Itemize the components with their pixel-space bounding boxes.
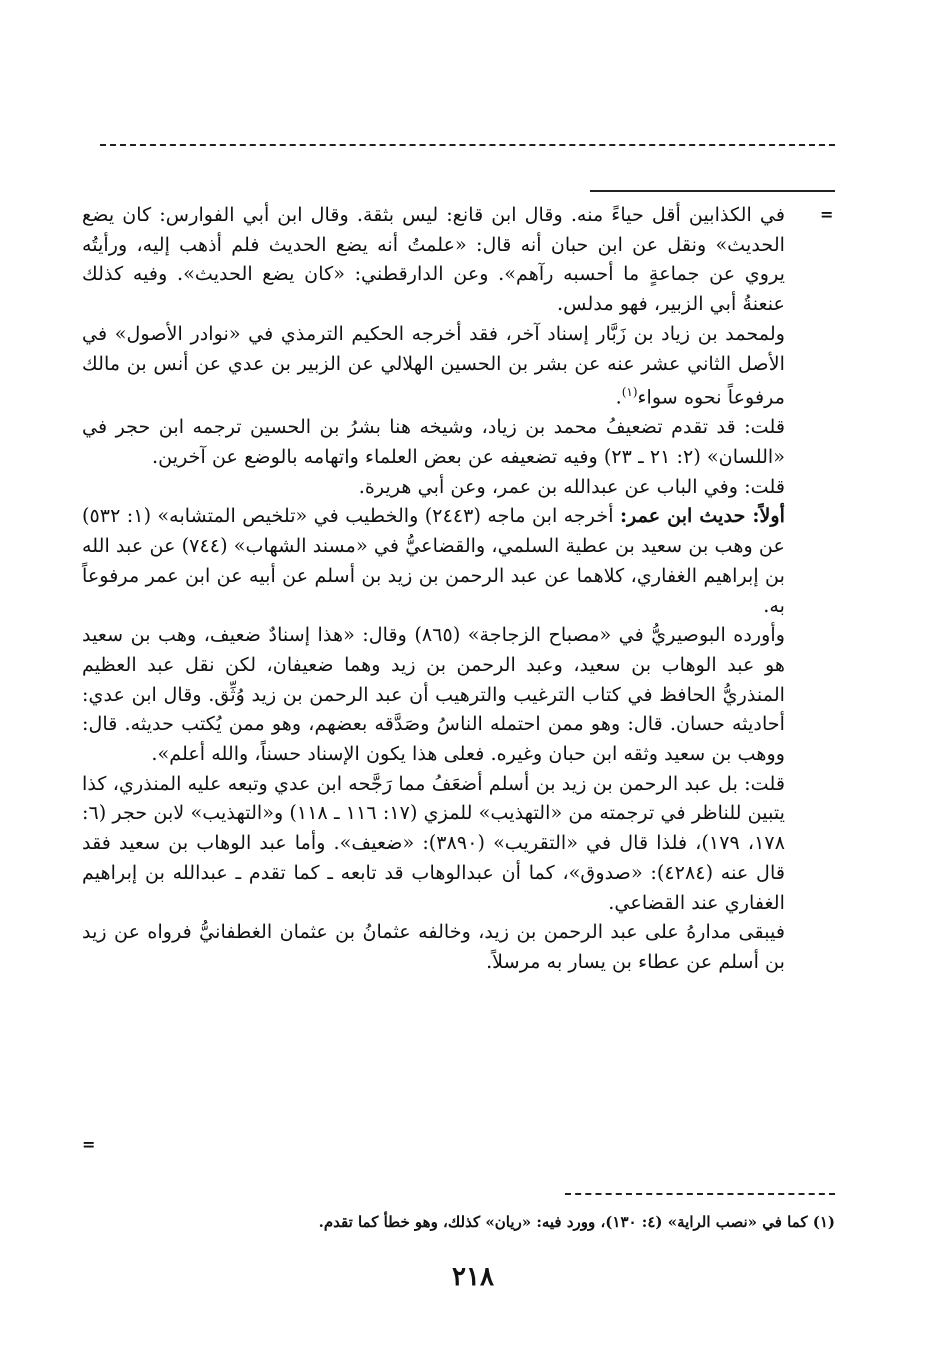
- paragraph-5-text: أخرجه ابن ماجه (٢٤٤٣) والخطيب في «تلخيص المتشابه» (١: ٥٣٢) عن وهب بن سعيد بن عطية السلمي، والقضاعيُّ في «مسند الشهاب» (٧٤٤) عن عبد الله بن إبراهيم الغفاري، كلاهما عن عبد الرحمن بن زيد بن أسلم عن أبيه عن ابن عمر مرفوعاً به.: [82, 504, 785, 617]
- page-number: ٢١٨: [452, 1262, 494, 1292]
- footnote-ref[interactable]: (١): [621, 385, 638, 400]
- paragraph-6: وأورده البوصيريُّ في «مصباح الزجاجة» (٨٦٥) وقال: «هذا إسنادٌ ضعيف، وهب بن سعيد هو عبد الوهاب بن سعيد، وعبد الرحمن بن زيد وهما ضعيفان، لكن نقل عبد العظيم المنذريُّ الحافظ في كتاب الترغيب والترهيب أن عبد الرحمن بن زيد وُثِّق. وقال ابن عدي: أحاديثه حسان. قال: وهو ممن احتمله الناسُ وصَدَّقه بعضهم، وهو ممن يُكتب حديثه. قال: ووهب بن سعيد وثقه ابن حبان وغيره. فعلى هذا يكون الإسناد حسناً، والله أعلم».: [82, 623, 786, 766]
- header-dashed-rule: [100, 144, 835, 146]
- paragraph-2: [82, 319, 785, 413]
- paragraph-2-end: .: [615, 385, 622, 409]
- paragraph-3: قلت: قد تقدم تضعيفُ محمد بن زياد، وشيخه هنا بشرُ بن الحسين ترجمه ابن حجر في «اللسان» (٢: ٢١ ـ ٢٣) وفيه تضعيفه عن بعض العلماء واتهامه بالوضع عن آخرين.: [82, 415, 785, 469]
- paragraph-4: قلت: وفي الباب عن عبدالله بن عمر، وعن أبي هريرة.: [358, 474, 785, 498]
- continuation-rule: [590, 190, 835, 192]
- paragraph-1: في الكذابين أقل حياءً منه. وقال ابن قانع: ليس بثقة. وقال ابن أبي الفوارس: كان يضع الحديث» ونقل عن ابن حبان أنه قال: «علمتُ أنه يضع الحديث فلم أذهب إليه، ورأيتُه يروي عن جماعةٍ ما أحسبه رآهم». وعن الدارقطني: «كان يضع الحديث». وفيه كذلك عنعنةُ أبي الزبير، فهو مدلس.: [82, 203, 785, 316]
- continuation-mark-top: =: [820, 205, 834, 224]
- footnote: (١) كما في «نصب الراية» (٤: ١٣٠)، وورد فيه: «ريان» كذلك، وهو خطأ كما تقدم.: [318, 1213, 835, 1231]
- paragraph-2-text: ولمحمد بن زياد بن زَبَّار إسناد آخر، فقد أخرجه الحكيم الترمذي في «نوادر الأصول» في الأصل الثاني عشر عنه عن بشر بن الحسين الهلالي عن الزبير بن عدي عن أنس بن مالك مرفوعاً نحوه سواء: [82, 321, 785, 409]
- paragraph-7: قلت: بل عبد الرحمن بن زيد بن أسلم أضعَفُ مما رَجَّحه ابن عدي وتبعه عليه المنذري، كذا يتبين للناظر في ترجمته من «التهذيب» للمزي (١٧: ١١٦ ـ ١١٨) و«التهذيب» لابن حجر (٦: ١٧٨، ١٧٩)، فلذا قال في «التقريب» (٣٨٩٠): «ضعيف». وأما عبد الوهاب بن سعيد فقد قال عنه (٤٢٨٤): «صدوق»، كما أن عبدالوهاب قد تابعه ـ كما تقدم ـ عبدالله بن إبراهيم الغفاري عند القضاعي.: [82, 771, 785, 914]
- paragraph-5-lead: أولاً: حديث ابن عمر:: [619, 504, 786, 528]
- footnote-dashed-rule: [565, 1193, 835, 1195]
- paragraph-8: فيبقى مدارهُ على عبد الرحمن بن زيد، وخالفه عثمانُ بن عثمان الغطفانيُّ فرواه عن زيد بن أسلم عن عطاء بن يسار به مرسلاً.: [82, 920, 785, 973]
- main-text: [82, 200, 785, 977]
- continuation-mark-bottom: =: [82, 1135, 96, 1154]
- paragraph-5: [82, 501, 785, 620]
